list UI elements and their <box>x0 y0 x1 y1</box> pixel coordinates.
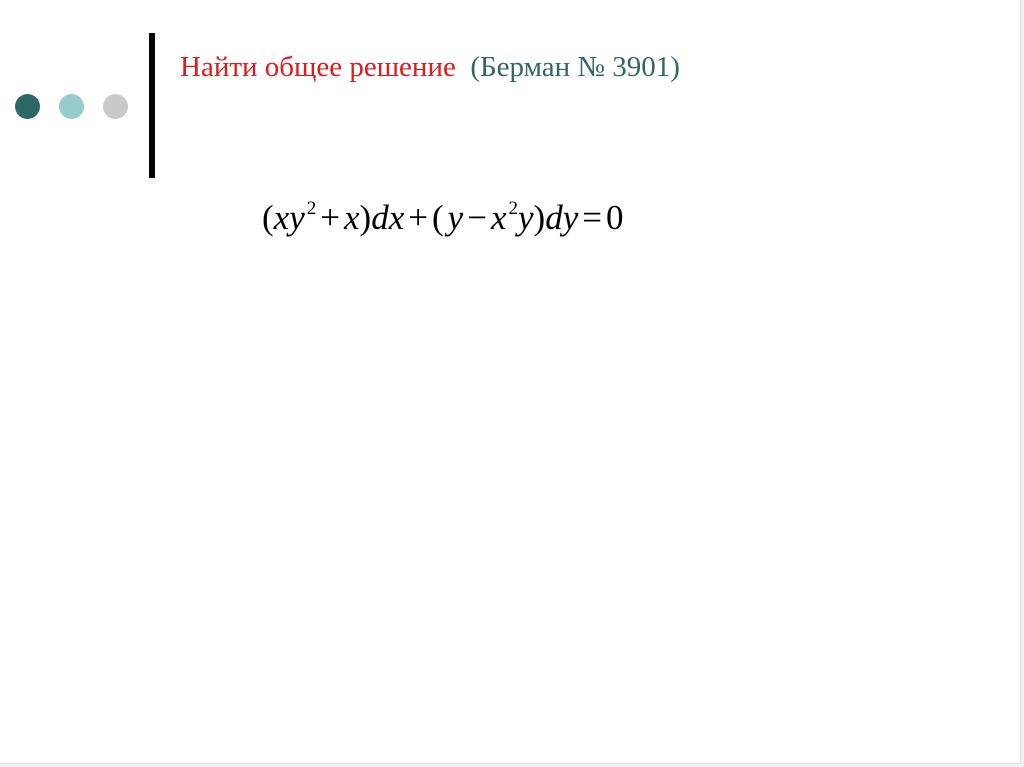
dark-teal-dot <box>15 94 40 119</box>
title-text: Найти общее решение <box>180 51 456 83</box>
vertical-divider <box>149 33 155 178</box>
grey-dot <box>103 94 128 119</box>
slide-title <box>180 47 680 87</box>
light-teal-dot <box>59 94 84 119</box>
differential-equation: (xy $^2$ + x)dx + ( y − x $^2$y)dy = 0 <box>262 198 624 237</box>
source-reference: (Берман № 3901) <box>470 51 680 83</box>
